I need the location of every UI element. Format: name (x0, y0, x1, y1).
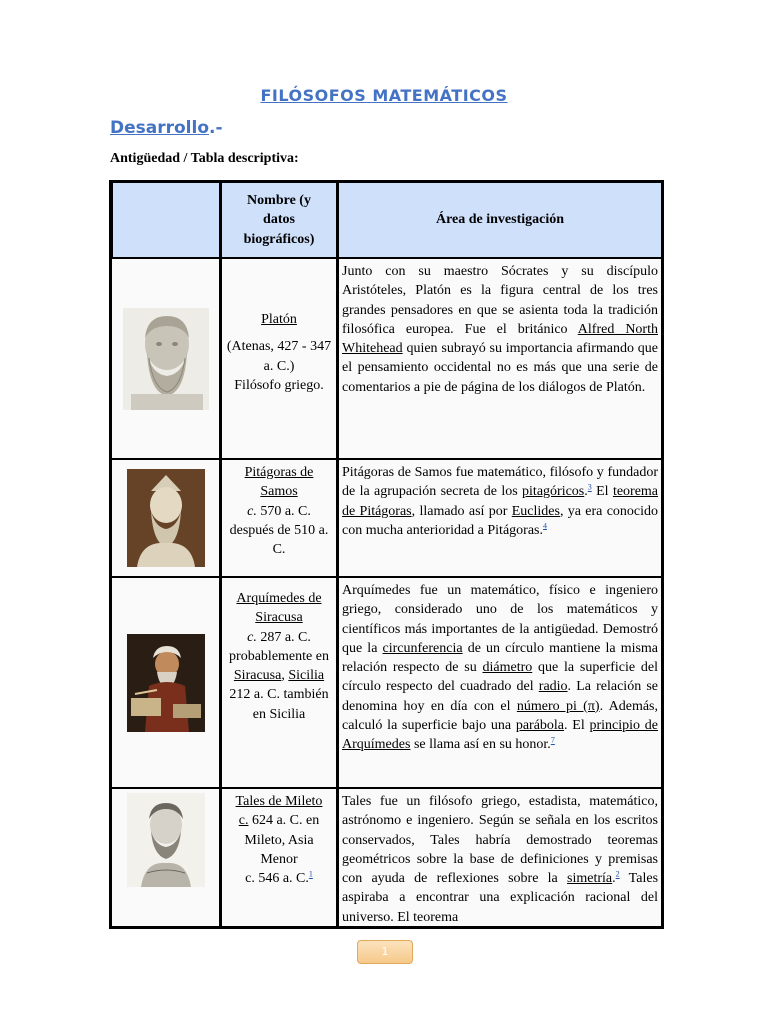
archimedes-painting-portrait-icon (127, 634, 205, 732)
footnote-link[interactable]: 3 (587, 482, 592, 492)
portrait-cell (111, 577, 220, 788)
portrait-cell (111, 258, 220, 459)
footnote-link[interactable]: 7 (550, 735, 555, 745)
bio-text: Filósofo griego. (234, 377, 324, 393)
philosophers-table (109, 180, 664, 929)
footnote-link[interactable]: 4 (542, 521, 547, 531)
area-cell: Junto con su maestro Sócrates y su discípulo Aristóteles, Platón es la figura central de los tres grandes pensadores en que se asienta toda la tradición filosófica europea. Fue el británico Alfred North Whitehead quien subrayó su importancia afirmando que el pensamiento occidental no es más que una serie de comentarios a pie de página de los diálogos de Platón. (337, 258, 662, 459)
name-link[interactable]: Pitágoras de Samos (244, 465, 314, 500)
area-link[interactable]: parábola (515, 718, 565, 734)
name-cell (220, 459, 337, 577)
section-link[interactable]: Desarrollo (110, 118, 210, 138)
table-row (111, 459, 662, 577)
area-link[interactable]: radio (538, 679, 568, 695)
pythagoras-bust-portrait-icon (127, 469, 205, 567)
table-row (111, 258, 662, 459)
area-link[interactable]: Alfred North Whitehead (342, 321, 658, 357)
header-image (111, 182, 220, 258)
bio-link[interactable]: Sicilia (288, 668, 325, 684)
bio-text: 212 a. C. también en Sicilia (229, 687, 329, 722)
table-header-row (111, 182, 662, 258)
page-number-badge: 1 (357, 940, 413, 964)
name-link[interactable]: Platón (261, 312, 297, 327)
section-heading: Desarrollo.- (110, 118, 223, 138)
bio-text: c. 624 a. C. en Mileto, Asia Menor (238, 813, 320, 867)
area-link[interactable]: Euclides (511, 503, 560, 519)
area-link[interactable]: pitagóricos (522, 484, 585, 500)
area-link[interactable]: teorema de Pitágoras (342, 484, 659, 519)
bio-text: c. 570 a. C. después de 510 a. C. (229, 503, 329, 558)
document-title: FILÓSOFOS MATEMÁTICOS (260, 86, 508, 105)
header-area: Área de investigación (337, 182, 662, 258)
bio-text: (Atenas, 427 - 347 a. C.) (226, 339, 332, 374)
bio-text: c. 546 a. C.$^1$ (245, 869, 313, 887)
area-link[interactable]: circunferencia (382, 640, 463, 656)
table-row (111, 577, 662, 788)
bio-text: c. 287 a. C. probablemente en Siracusa, Sicilia (229, 629, 329, 684)
area-link[interactable]: número pi (π) (516, 698, 600, 714)
thales-engraving-portrait-icon (127, 793, 205, 887)
name-cell (220, 577, 337, 788)
area-link[interactable]: principio de Arquímedes (342, 718, 659, 753)
area-cell: Tales fue un filósofo griego, estadista, matemático, astrónomo e ingeniero. Según se señala en los escritos conservados, Tales habría demostrado teoremas geométricos sobre la base de definiciones y premisas con ayuda de reflexiones sobre la simetría.$^2$ Tales aspiraba a encontrar una explicación racional del universo. El teorema (337, 788, 662, 927)
name-link[interactable]: Tales de Mileto (235, 794, 323, 809)
name-link[interactable]: Arquímedes de Siracusa (236, 591, 322, 626)
area-link[interactable]: diámetro (482, 660, 533, 676)
area-link[interactable]: simetría (567, 871, 613, 887)
footnote-link[interactable]: 1 (308, 869, 313, 879)
table-row (111, 788, 662, 927)
portrait-cell (111, 459, 220, 577)
footnote-link[interactable]: 2 (615, 869, 620, 879)
name-cell (220, 258, 337, 459)
area-cell: Pitágoras de Samos fue matemático, filósofo y fundador de la agrupación secreta de los pitagóricos.$^3$ El teorema de Pitágoras, llamado así por Euclides, ya era conocido con mucha anterioridad a Pitágoras.$^4$ (337, 459, 662, 577)
bio-link[interactable]: Siracusa (233, 668, 282, 684)
name-cell (220, 788, 337, 927)
header-name: Nombre (y datos biográficos) (220, 182, 337, 258)
portrait-cell (111, 788, 220, 927)
plato-bust-portrait-icon (123, 308, 209, 410)
area-cell: Arquímedes fue un matemático, físico e ingeniero griego, considerado uno de los matemáticos y científicos más importantes de la antigüedad. Demostró que la circunferencia de un círculo mantiene la misma relación respecto de su diámetro que la superficie del círculo respecto del cuadrado del radio. La relación se denomina hoy en día con el número pi (π). Además, calculó la superficie bajo una parábola. El principio de Arquímedes se llama así en su honor.$^7$ (337, 577, 662, 788)
bio-link[interactable]: c. (238, 813, 249, 829)
table-caption: Antigüedad / Tabla descriptiva: (110, 151, 299, 166)
